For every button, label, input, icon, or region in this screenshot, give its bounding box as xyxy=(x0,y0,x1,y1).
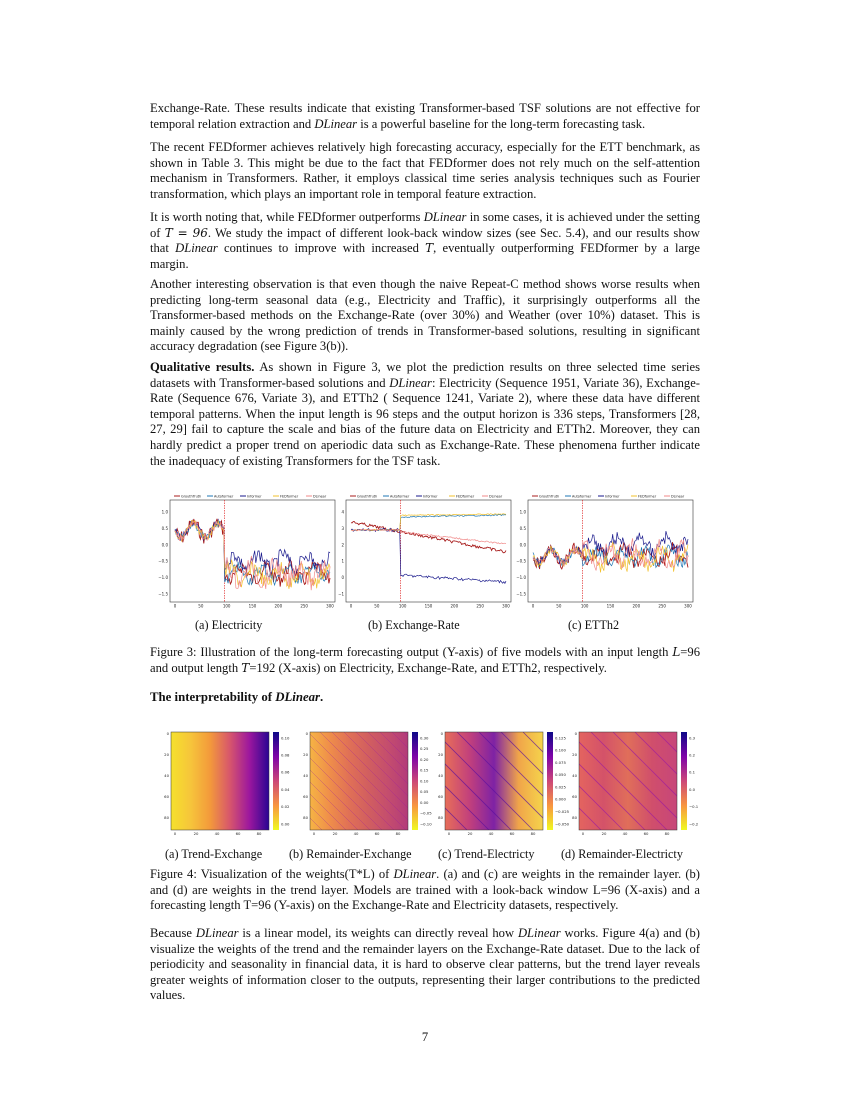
x-tick-label: 0 xyxy=(447,831,451,836)
y-tick-label: 60 xyxy=(572,794,577,799)
y-tick-label: −0.5 xyxy=(158,558,168,564)
colorbar-tick-label: 0.30 xyxy=(420,735,429,741)
y-tick-label: 60 xyxy=(303,794,308,799)
fig3-panel-1 xyxy=(158,495,335,609)
x-tick-label: 80 xyxy=(395,831,401,836)
y-tick-label: 0.5 xyxy=(161,525,168,531)
x-tick-label: 50 xyxy=(374,603,380,609)
paragraph-linear-weights: Because DLinear is a linear model, its weights can directly reveal how DLinear works. Figure 4(a) and (b) visualize the weights of the trend and the remainder layers on the Exchange-Rate dataset. Due to the lack of periodicity and seasonality in financial data, it is hard to observe clear patterns, but the trend layer reveals greater weights of information closer to the outputs, representing their larger contributions to the predicted values. xyxy=(150,926,700,1003)
y-tick-label: 0 xyxy=(574,731,577,736)
x-tick-label: 100 xyxy=(398,603,407,609)
x-tick-label: 40 xyxy=(622,831,628,836)
x-tick-label: 0 xyxy=(173,831,177,836)
x-tick-label: 200 xyxy=(450,603,459,609)
colorbar-tick-label: −0.050 xyxy=(555,821,570,827)
y-tick-label: 0 xyxy=(166,731,169,736)
legend-label: FEDformer xyxy=(456,494,475,499)
x-tick-label: 0 xyxy=(531,603,535,609)
colorbar-tick-label: 0.25 xyxy=(420,746,429,752)
x-tick-label: 60 xyxy=(235,831,241,836)
y-tick-label: 0.0 xyxy=(161,542,168,548)
series-dlinear xyxy=(351,529,506,544)
y-tick-label: 20 xyxy=(303,752,308,757)
x-tick-label: 250 xyxy=(476,603,484,609)
colorbar-tick-label: 0.000 xyxy=(555,796,566,802)
fig4-subcaption-c: (c) Trend-Electricty xyxy=(438,847,535,861)
paragraph-2: The recent FEDformer achieves relatively high forecasting accuracy, especially for the ETT benchmark, as shown in Table 3. This might be due to the fact that FEDformer does not rely much on the self-attention mechanism in Transformers. Rather, it employs classical time series analysis techniques such as Fourier transformation, which plays an important role in temporal feature extraction. xyxy=(150,140,700,201)
y-tick-label: 0 xyxy=(305,731,308,736)
x-tick-label: 0 xyxy=(349,603,353,609)
fig3-subcaption-a: (a) Electricity xyxy=(195,618,263,632)
x-tick-label: 20 xyxy=(193,831,199,836)
y-tick-label: 0 xyxy=(341,575,344,581)
y-tick-label: 60 xyxy=(164,794,169,799)
figure-4 xyxy=(155,726,700,846)
legend-label: Informer xyxy=(247,494,262,499)
fig3-subcaption-c: (c) ETTh2 xyxy=(568,618,620,632)
colorbar-tick-label: 0.05 xyxy=(420,789,429,795)
colorbar-tick-label: 0.1 xyxy=(689,769,696,775)
paragraph-4: Another interesting observation is that even though the naive Repeat-C method shows worse results when predicting long-term seasonal data (e.g., Electricity and Traffic), it surprisingly outperforms all the Transformer-based methods on the Exchange-Rate (over 30%) and Weather (over 10%) dataset. This is mainly caused by the wrong prediction of trends in Transformer-based solutions, resulting in significant accuracy degradation (see Figure 3(b)). xyxy=(150,277,700,354)
legend-label: DLinear xyxy=(489,494,503,499)
legend-label: GrouthTruth xyxy=(357,494,378,499)
x-tick-label: 60 xyxy=(643,831,649,836)
fig4-subcaption-a: (a) Trend-Exchange xyxy=(165,847,263,861)
x-tick-label: 60 xyxy=(374,831,380,836)
interpretability-heading: The interpretability of DLinear. xyxy=(150,690,324,704)
y-tick-label: 4 xyxy=(341,509,344,515)
colorbar-tick-label: −0.025 xyxy=(555,809,570,815)
x-tick-label: 50 xyxy=(198,603,204,609)
legend-label: Autoformer xyxy=(214,494,234,499)
y-tick-label: 40 xyxy=(303,773,308,778)
y-tick-label: 60 xyxy=(438,794,443,799)
x-tick-label: 100 xyxy=(580,603,589,609)
x-tick-label: 150 xyxy=(606,603,615,609)
colorbar-tick-label: 0.00 xyxy=(420,799,429,805)
figure-4-caption: Figure 4: Visualization of the weights(T*L) of DLinear. (a) and (c) are weights in the remainder layer. (b) and (d) are weights in the trend layer. Models are trained with a look-back window L=96 (X-axis) and a forecasting length T=96 (Y-axis) on the Exchange-Rate and Electricity datasets, respectively. xyxy=(150,867,700,913)
colorbar-tick-label: −0.10 xyxy=(420,821,432,827)
series-grouthtruth xyxy=(351,522,506,553)
y-tick-label: 80 xyxy=(303,815,308,820)
colorbar-tick-label: −0.05 xyxy=(420,810,432,816)
paragraph-1: Exchange-Rate. These results indicate that existing Transformer-based TSF solutions are not effective for temporal relation extraction and DLinear is a powerful baseline for the long-term forecasting task. xyxy=(150,101,700,131)
paragraph-3: It is worth noting that, while FEDformer outperforms DLinear in some cases, it is achieved under the setting of T = 96. We study the impact of different look-back window sizes (see Sec. 5.4), and our results show that DLinear continues to improve with increased T, eventually outperforming FEDformer by a large margin. xyxy=(150,210,701,271)
colorbar-tick-label: 0.100 xyxy=(555,747,566,753)
colorbar-tick-label: 0.10 xyxy=(281,735,290,741)
colorbar-tick-label: 0.10 xyxy=(420,778,429,784)
figure-3-caption: Figure 3: Illustration of the long-term forecasting output (Y-axis) of five models with an input length L=96 and output length T=192 (X-axis) on Electricity, Exchange-Rate, and ETTh2, respectively. xyxy=(150,645,700,675)
colorbar xyxy=(547,732,553,830)
y-tick-label: 3 xyxy=(341,525,344,531)
x-tick-label: 250 xyxy=(300,603,308,609)
x-tick-label: 200 xyxy=(274,603,283,609)
y-tick-label: −0.5 xyxy=(516,558,526,564)
y-tick-label: 0.0 xyxy=(519,542,526,548)
legend-label: DLinear xyxy=(313,494,327,499)
legend-label: FEDformer xyxy=(638,494,657,499)
legend-label: Autoformer xyxy=(572,494,592,499)
colorbar-tick-label: 0.3 xyxy=(689,735,696,741)
colorbar-tick-label: 0.06 xyxy=(281,769,290,775)
colorbar-tick-label: 0.04 xyxy=(281,786,290,792)
colorbar-tick-label: 0.025 xyxy=(555,784,566,790)
y-tick-label: −1.5 xyxy=(158,591,168,597)
x-tick-label: 0 xyxy=(581,831,585,836)
fig4-subcaption-d: (d) Remainder-Electricty xyxy=(561,847,683,861)
colorbar xyxy=(273,732,279,830)
y-tick-label: −1.0 xyxy=(158,575,168,581)
figure-3 xyxy=(158,492,703,617)
heatmap xyxy=(310,732,408,830)
x-tick-label: 20 xyxy=(467,831,473,836)
legend-label: Informer xyxy=(605,494,620,499)
x-tick-label: 60 xyxy=(509,831,515,836)
colorbar-tick-label: 0.15 xyxy=(420,767,429,773)
y-tick-label: 1 xyxy=(341,558,344,564)
y-tick-label: 0 xyxy=(440,731,443,736)
plot-frame xyxy=(170,500,335,602)
colorbar-tick-label: 0.075 xyxy=(555,759,566,765)
fig4-subcaption-b: (b) Remainder-Exchange xyxy=(289,847,412,861)
x-tick-label: 300 xyxy=(684,603,692,609)
y-tick-label: −1.0 xyxy=(516,575,526,581)
x-tick-label: 40 xyxy=(488,831,494,836)
y-tick-label: −1 xyxy=(338,591,344,597)
y-tick-label: 40 xyxy=(164,773,169,778)
colorbar-tick-label: 0.2 xyxy=(689,752,696,758)
x-tick-label: 150 xyxy=(248,603,257,609)
x-tick-label: 0 xyxy=(312,831,316,836)
series-autoformer xyxy=(351,515,506,531)
colorbar-tick-label: −0.1 xyxy=(689,804,699,810)
y-tick-label: 2 xyxy=(341,542,344,548)
y-tick-label: 40 xyxy=(572,773,577,778)
colorbar-tick-label: 0.0 xyxy=(689,786,696,792)
y-tick-label: 80 xyxy=(572,815,577,820)
colorbar-tick-label: 0.00 xyxy=(281,821,290,827)
x-tick-label: 100 xyxy=(222,603,231,609)
fig3-panel-2 xyxy=(338,495,511,609)
y-tick-label: 20 xyxy=(438,752,443,757)
x-tick-label: 50 xyxy=(556,603,562,609)
paragraph-qualitative: Qualitative results. As shown in Figure 3, we plot the prediction results on three selected time series datasets with Transformer-based solutions and DLinear: Electricity (Sequence 1951, Variate 36), Exchange-Rate (Sequence 676, Variate 3), and ETTh2 ( Sequence 1241, Variate 2), where these data have different temporal patterns. When the input length is 96 steps and the output horizon is 336 steps, Transformers [28, 27, 29] fail to capture the scale and bias of the future data on Electricity and ETTh2. Moreover, they can hardly predict a proper trend on aperiodic data such as Exchange-Rate. These phenomena further indicate the inadequacy of existing Transformers for the TSF task. xyxy=(150,360,700,468)
x-tick-label: 150 xyxy=(424,603,433,609)
y-tick-label: −1.5 xyxy=(516,591,526,597)
x-tick-label: 20 xyxy=(601,831,607,836)
y-tick-label: 80 xyxy=(438,815,443,820)
x-tick-label: 80 xyxy=(664,831,670,836)
series-fedformer xyxy=(533,542,688,572)
colorbar xyxy=(412,732,418,830)
x-tick-label: 250 xyxy=(658,603,666,609)
x-tick-label: 80 xyxy=(530,831,536,836)
y-tick-label: 0.5 xyxy=(519,525,526,531)
series-informer xyxy=(351,529,506,584)
fig3-panel-3 xyxy=(516,495,693,609)
x-tick-label: 40 xyxy=(214,831,220,836)
colorbar-tick-label: −0.2 xyxy=(689,821,699,827)
y-tick-label: 80 xyxy=(164,815,169,820)
page-number: 7 xyxy=(421,1030,429,1044)
x-tick-label: 200 xyxy=(632,603,641,609)
x-tick-label: 20 xyxy=(332,831,338,836)
colorbar xyxy=(681,732,687,830)
legend-label: GrouthTruth xyxy=(181,494,202,499)
legend-label: GrouthTruth xyxy=(539,494,560,499)
legend-label: FEDformer xyxy=(280,494,299,499)
y-tick-label: 1.0 xyxy=(519,509,526,515)
colorbar-tick-label: 0.20 xyxy=(420,756,429,762)
colorbar-tick-label: 0.125 xyxy=(555,735,566,741)
heatmap xyxy=(171,732,269,830)
x-tick-label: 80 xyxy=(256,831,262,836)
fig3-subcaption-b: (b) Exchange-Rate xyxy=(368,618,460,632)
fig4-panel-1 xyxy=(164,731,290,836)
legend-label: Autoformer xyxy=(390,494,410,499)
colorbar-tick-label: 0.02 xyxy=(281,804,290,810)
legend-label: DLinear xyxy=(671,494,685,499)
x-tick-label: 300 xyxy=(326,603,334,609)
y-tick-label: 40 xyxy=(438,773,443,778)
y-tick-label: 1.0 xyxy=(161,509,168,515)
x-tick-label: 40 xyxy=(353,831,359,836)
y-tick-label: 20 xyxy=(164,752,169,757)
x-tick-label: 300 xyxy=(502,603,510,609)
y-tick-label: 20 xyxy=(572,752,577,757)
colorbar-tick-label: 0.050 xyxy=(555,772,566,778)
legend-label: Informer xyxy=(423,494,438,499)
x-tick-label: 0 xyxy=(173,603,177,609)
colorbar-tick-label: 0.08 xyxy=(281,752,290,758)
